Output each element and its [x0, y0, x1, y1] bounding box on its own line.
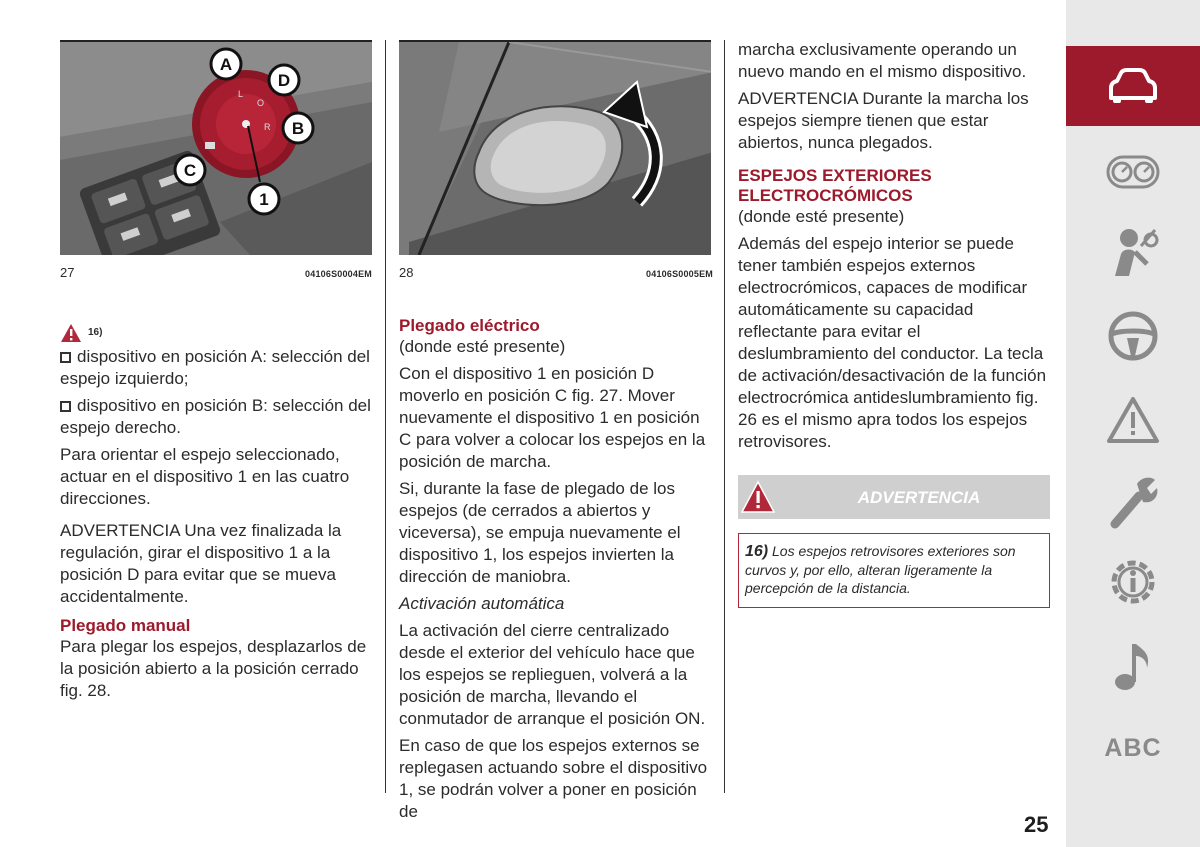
mirror-control-illustration	[60, 42, 372, 255]
callout-b: B	[291, 119, 305, 138]
column-divider-1	[385, 40, 386, 793]
paragraph: Para orientar el espejo seleccionado, actuar en el dispositivo 1 en las cuatro direcciones.	[60, 445, 350, 508]
advertencia-number: 16)	[745, 543, 769, 560]
heading-plegado-manual: Plegado manual	[60, 616, 191, 635]
page-number: 25	[1024, 812, 1049, 837]
paragraph: marcha exclusivamente operando un nuevo mando en el mismo dispositivo.	[738, 40, 1027, 81]
car-icon	[1105, 68, 1161, 104]
where-present-note: (donde esté presente)	[399, 337, 566, 356]
bullet-item: dispositivo en posición B: selección del espejo derecho.	[60, 396, 371, 437]
airbag-icon	[1107, 226, 1159, 278]
callout-1: 1	[259, 190, 269, 209]
figure-28-mirror	[399, 40, 711, 255]
where-present-note: (donde esté presente)	[738, 207, 905, 226]
heading-plegado-electrico: Plegado eléctrico	[399, 316, 540, 335]
advertencia-header	[738, 475, 1050, 519]
warning-ref-number: 16)	[88, 327, 103, 338]
callout-a: A	[219, 55, 233, 74]
warning-reference	[60, 322, 372, 344]
figure-number: 27	[60, 265, 75, 280]
sidebar-item-driving[interactable]	[1066, 308, 1200, 364]
advertencia-title: ADVERTENCIA	[857, 488, 981, 507]
wrench-icon	[1107, 474, 1159, 530]
steering-wheel-icon	[1107, 310, 1159, 362]
paragraph: En caso de que los espejos externos se replegasen actuando sobre el dispositivo 1, se podrán volver a poner en posición de	[399, 736, 708, 821]
switch-mark-o: O	[257, 98, 265, 108]
checkbox-bullet-icon	[60, 352, 71, 363]
figure-number: 28	[399, 265, 414, 280]
advertencia-text: Los espejos retrovisores exteriores son curvos y, por ello, alteran ligeramente la percepción de la distancia.	[745, 543, 1016, 596]
paragraph: La activación del cierre centralizado desde el exterior del vehículo hace que los espejos se replieguen, volverá a la posición de marcha, llevando el conmutador de arranque el posición ON.	[399, 621, 706, 728]
sidebar-item-emergency[interactable]	[1066, 392, 1200, 448]
paragraph: Para plegar los espejos, desplazarlos de la posición abierto a la posición cerrado fig. 28.	[60, 637, 367, 700]
callout-c: C	[183, 161, 197, 180]
switch-mark-r: R	[264, 122, 271, 132]
paragraph: Con el dispositivo 1 en posición D moverlo en posición C fig. 27. Mover nuevamente el dispositivo 1 en posición C para volver a colocar los espejos en la posición de marcha.	[399, 364, 706, 471]
sidebar-item-index[interactable]	[1066, 726, 1200, 770]
sidebar-item-dashboard[interactable]	[1066, 148, 1200, 196]
column-3	[738, 39, 1050, 608]
callout-d: D	[277, 71, 291, 90]
paragraph: Además del espejo interior se puede tener también espejos externos electrocrómicos, capaces de modificar automáticamente su capacidad reflectante para evitar el deslumbramiento del conductor. La tecla de activación/desactivación de la función electrocrómica antideslumbramiento fig. 26 es el mismo apra todos los espejos retrovisores.	[738, 234, 1047, 451]
figure-28-caption	[399, 262, 713, 280]
chapter-sidebar	[1066, 0, 1200, 847]
figure-27-caption	[60, 262, 372, 280]
sidebar-item-car[interactable]	[1066, 46, 1200, 126]
bullet-item: dispositivo en posición A: selección del espejo izquierdo;	[60, 347, 370, 388]
advertencia-box	[738, 533, 1050, 608]
column-1	[60, 40, 372, 707]
heading-espejos-electrocromicos: ESPEJOS EXTERIORES ELECTROCRÓMICOS	[738, 166, 932, 205]
paragraph: ADVERTENCIA Una vez finalizada la regulación, girar el dispositivo 1 a la posición D para evitar que se mueva accidentalmente.	[60, 521, 342, 606]
checkbox-bullet-icon	[60, 401, 71, 412]
column-2	[399, 40, 713, 828]
warning-triangle-icon	[60, 323, 82, 343]
warning-triangle-icon	[1106, 395, 1160, 445]
sidebar-item-multimedia[interactable]	[1066, 636, 1200, 696]
column-divider-2	[724, 40, 725, 793]
side-mirror-illustration	[399, 42, 711, 255]
subheading-activacion-automatica: Activación automática	[399, 594, 565, 613]
sidebar-item-safety[interactable]	[1066, 222, 1200, 282]
figure-27-mirror-switch	[60, 40, 372, 255]
figure-code: 04106S0005EM	[646, 269, 713, 279]
sidebar-item-technical-data[interactable]	[1066, 552, 1200, 612]
info-gear-icon	[1105, 554, 1161, 610]
switch-mark-l: L	[238, 89, 244, 99]
figure-code: 04106S0004EM	[305, 269, 372, 279]
abc-index-label: ABC	[1104, 733, 1162, 762]
music-note-icon	[1111, 640, 1155, 692]
paragraph: Si, durante la fase de plegado de los espejos (de cerrados a abiertos y viceversa), se empuja nuevamente el dispositivo 1, los espejos invierten la dirección de maniobra.	[399, 479, 681, 586]
sidebar-item-maintenance[interactable]	[1066, 472, 1200, 532]
paragraph: ADVERTENCIA Durante la marcha los espejos siempre tienen que estar abiertos, nunca plegados.	[738, 89, 1029, 152]
dashboard-icon	[1106, 155, 1160, 189]
